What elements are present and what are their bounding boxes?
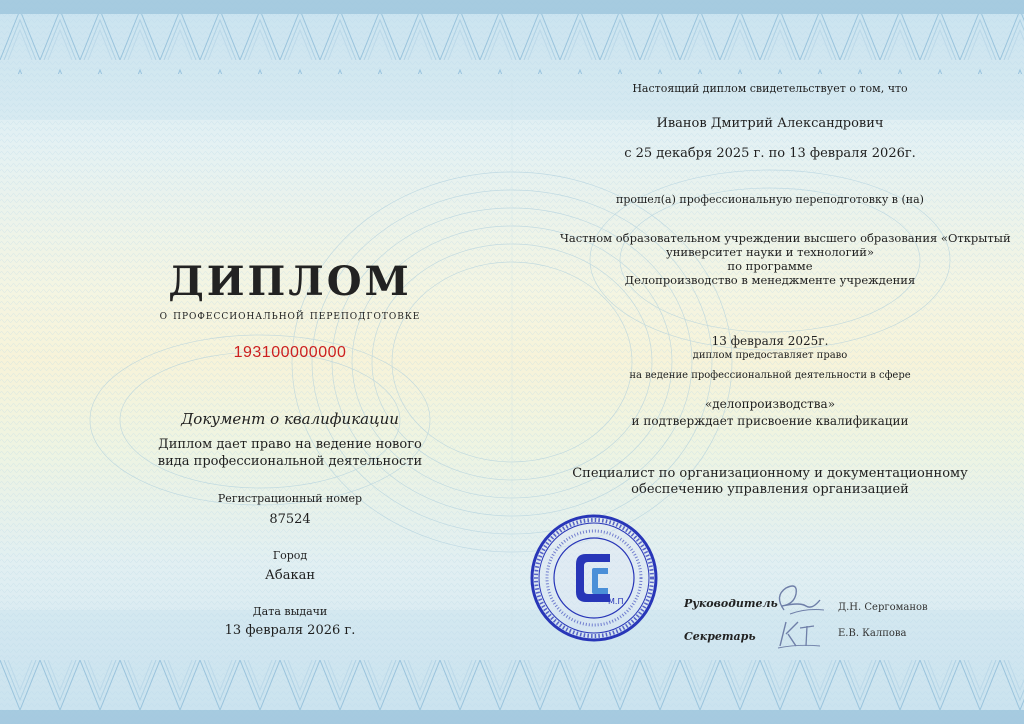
decision-date: 13 февраля 2025г. — [711, 334, 829, 348]
head-role: Руководитель — [684, 597, 778, 610]
document-type: Документ о квалификации — [181, 410, 399, 428]
city-label: Город — [272, 549, 308, 562]
qualification-block — [560, 466, 980, 498]
registration-value: 87524 — [269, 512, 311, 527]
city-value: Абакан — [265, 568, 315, 583]
rights-line-2: вида профессиональной деятельности — [157, 454, 423, 469]
program-name: Делопроизводство в менеджменте учреждения — [624, 273, 916, 287]
issue-date-label: Дата выдачи — [252, 605, 328, 618]
institution-line-1: Частном образовательном учреждении высшего образования «Открытый — [560, 231, 1011, 245]
qualification-line-2: обеспечению управления организацией — [631, 482, 909, 497]
official-stamp — [528, 512, 660, 644]
holder-name: Иванов Дмитрий Александрович — [656, 116, 884, 131]
field-intro: на ведение профессиональной деятельности в сфере — [629, 370, 911, 381]
study-period: с 25 декабря 2025 г. по 13 февраля 2026г. — [624, 146, 916, 161]
secretary-signature — [774, 616, 824, 652]
activity-field: «делопроизводства» — [704, 397, 836, 411]
rights-statement — [80, 436, 500, 470]
confirms-text: и подтверждает присвоение квалификации — [631, 414, 909, 428]
grants-right: диплом предоставляет право — [692, 350, 848, 361]
head-signature — [770, 580, 830, 620]
registration-label: Регистрационный номер — [217, 492, 363, 505]
head-name: Д.Н. Сергоманов — [838, 602, 928, 613]
stamp-mark: М.П. — [608, 597, 627, 606]
institution-block — [560, 231, 1011, 287]
program-label: по программе — [727, 259, 813, 273]
diploma-title: ДИПЛОМ — [168, 258, 412, 305]
rights-line-1: Диплом дает право на ведение нового — [158, 437, 422, 452]
diploma-subtitle: о профессиональной переподготовке — [159, 308, 421, 323]
intro-text: Настоящий диплом свидетельствует о том, что — [632, 82, 908, 95]
secretary-role: Секретарь — [684, 630, 756, 643]
secretary-name: Е.В. Калпова — [838, 628, 907, 639]
diploma-number: 193100000000 — [233, 344, 347, 361]
issue-date-value: 13 февраля 2026 г. — [224, 623, 356, 638]
qualification-line-1: Специалист по организационному и документационному — [572, 466, 968, 481]
institution-line-2: университет науки и технологий» — [665, 245, 874, 259]
passed-text: прошел(а) профессиональную переподготовку в (на) — [616, 193, 924, 206]
